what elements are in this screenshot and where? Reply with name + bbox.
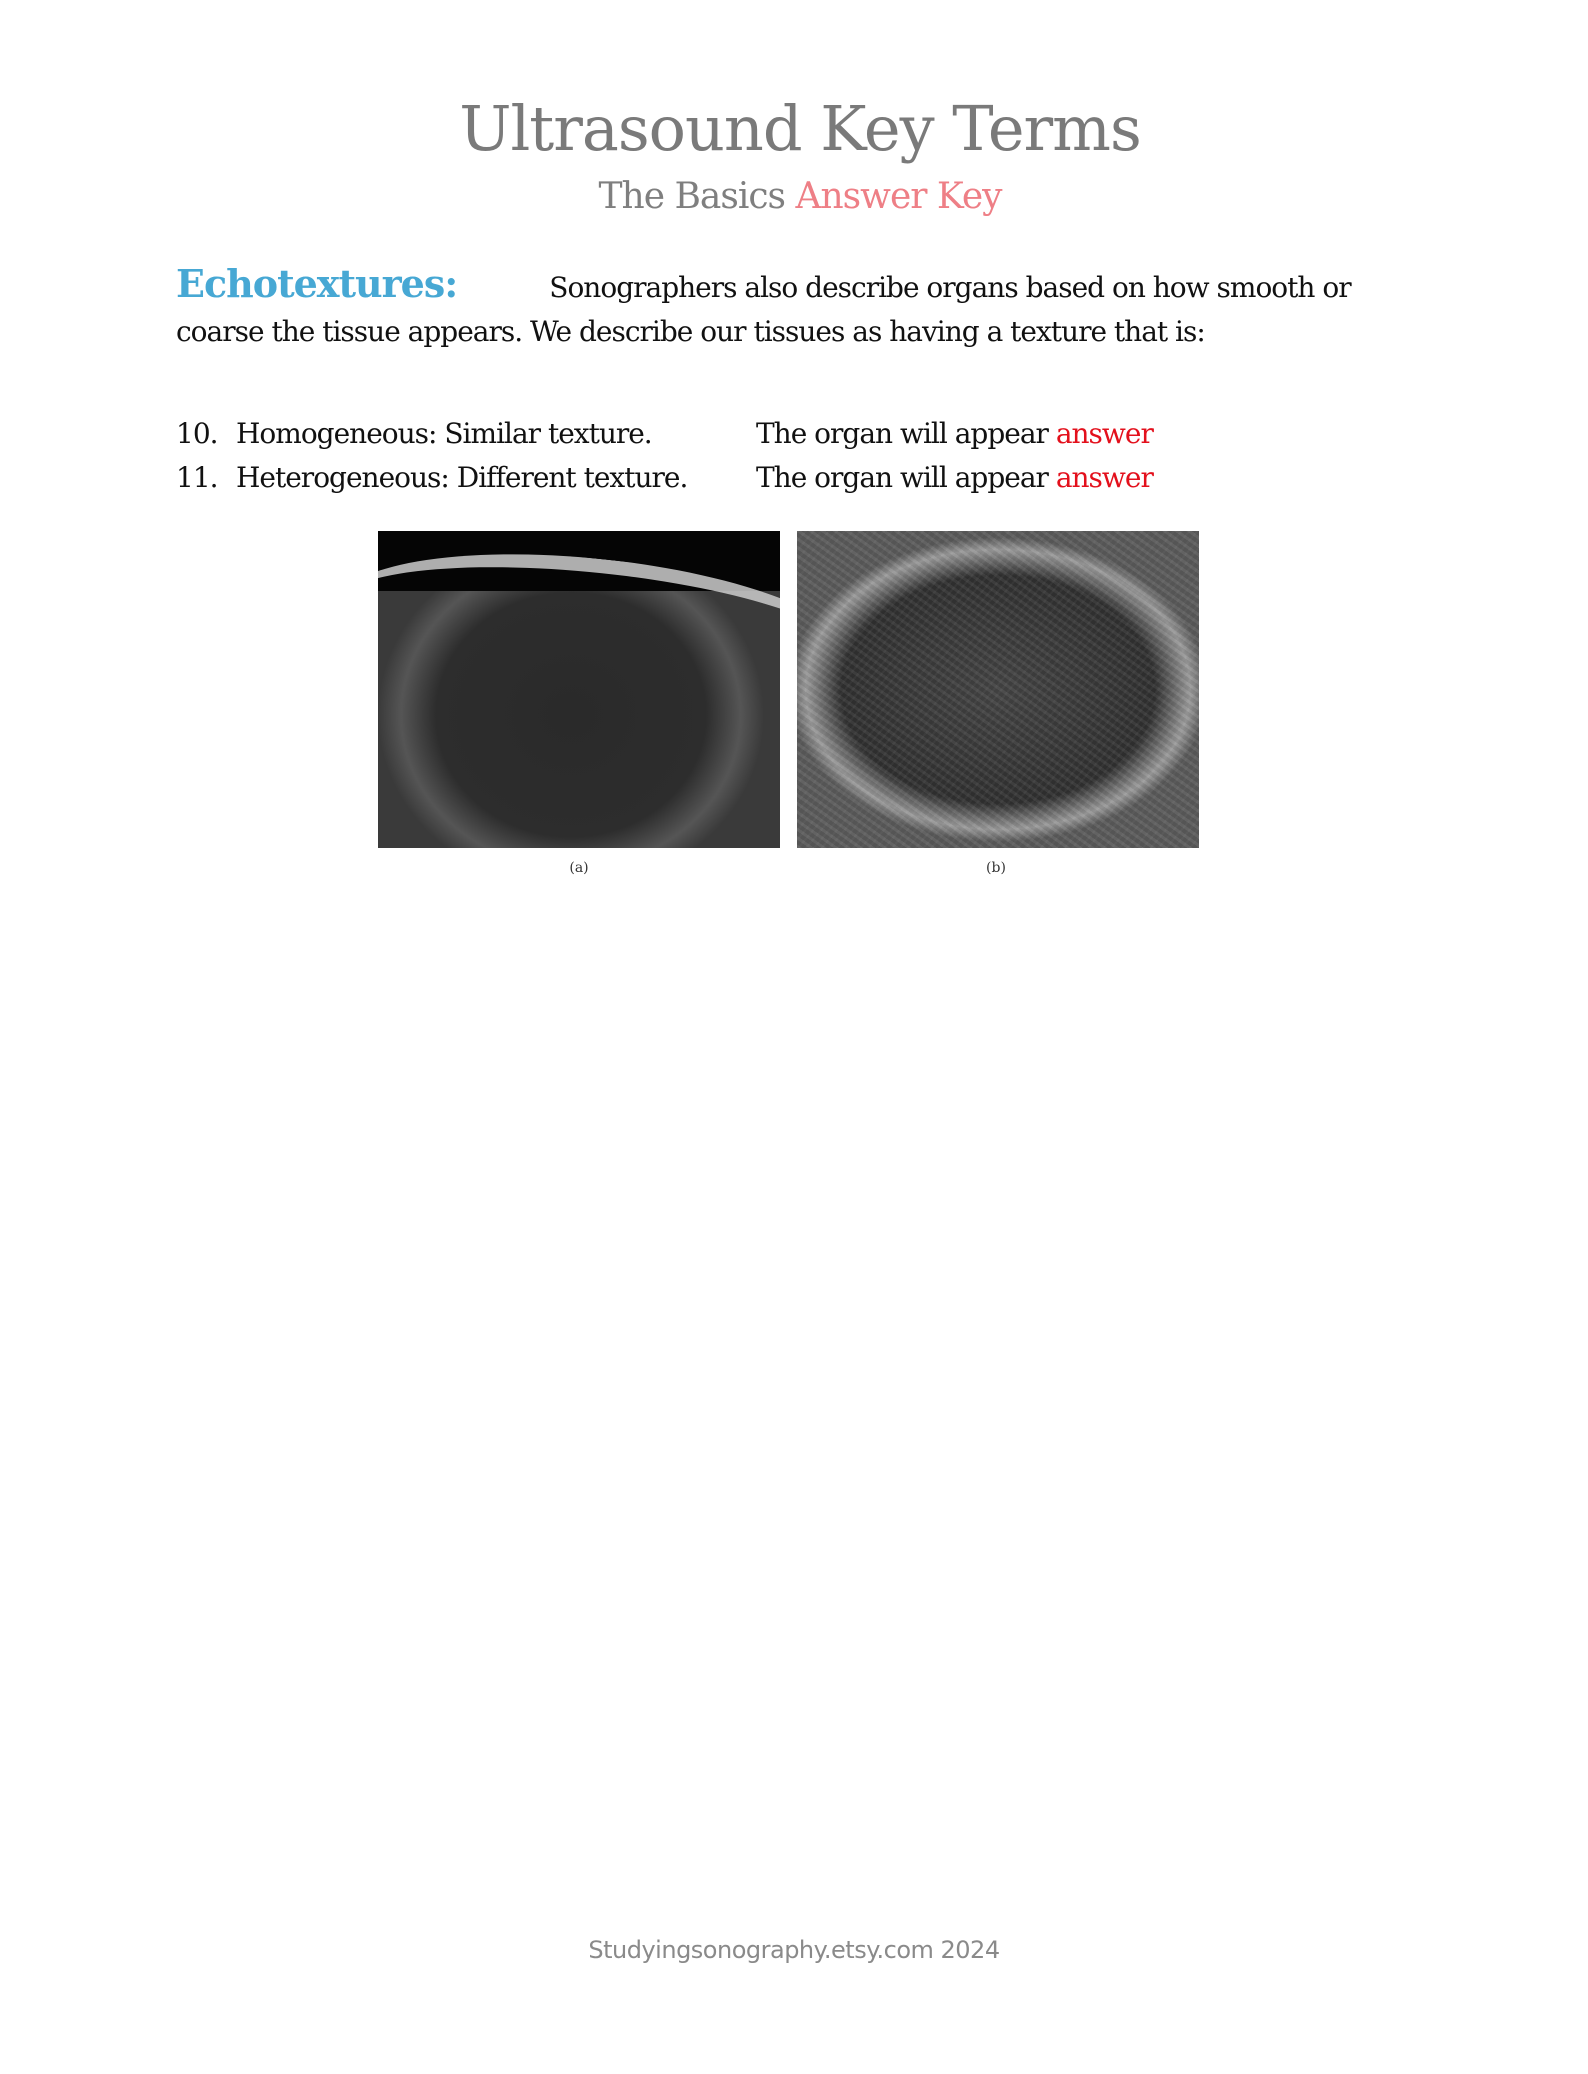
item-definition: Homogeneous: Similar texture. [236, 417, 652, 450]
page-subtitle [0, 176, 1588, 217]
list-item [176, 412, 1153, 456]
item-prompt: The organ will appear [756, 461, 1048, 494]
section-heading: Echotextures: [176, 261, 458, 306]
intro-paragraph [176, 262, 1396, 354]
item-definition: Heterogeneous: Different texture. [236, 461, 688, 494]
item-prompt: The organ will appear [756, 417, 1048, 450]
figure-caption-b: (b) [986, 860, 1006, 876]
subtitle-main: The Basics [598, 176, 786, 217]
subtitle-answer-key: Answer Key [795, 176, 1002, 217]
item-answer: answer [1055, 417, 1153, 450]
term-list [176, 412, 1153, 500]
intro-text: Sonographers also describe organs based on how smooth or coarse the tissue appears. We describe our tissues as having a texture that is: [176, 271, 1351, 348]
footer-text: Studyingsonography.etsy.com 2024 [588, 1936, 1000, 1964]
ultrasound-image-heterogeneous [797, 531, 1199, 848]
figure-caption-a: (a) [569, 860, 589, 876]
image-texture [797, 531, 1199, 848]
item-number: 11. [176, 461, 218, 494]
item-number: 10. [176, 417, 218, 450]
ultrasound-image-homogeneous [378, 531, 780, 848]
item-answer: answer [1055, 461, 1153, 494]
list-item [176, 456, 1153, 500]
page-title: Ultrasound Key Terms [459, 92, 1141, 165]
